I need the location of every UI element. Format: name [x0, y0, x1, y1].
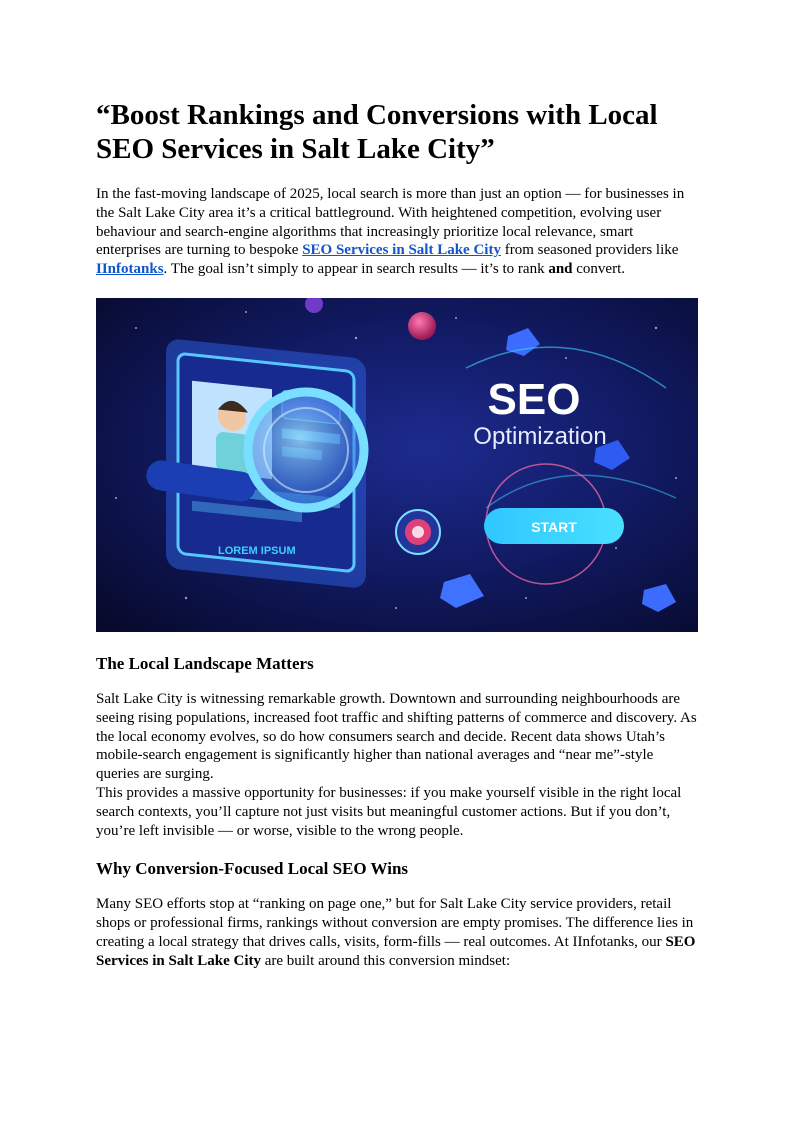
- conversion-seo-paragraph: Many SEO efforts stop at “ranking on page one,” but for Salt Lake City service providers, retail shops or professional firms, rankings without conversion are empty promises. The difference lies in creating a local strategy that drives calls, visits, form-fills — real outcomes. At IInfotanks, our SEO Services in Salt Lake City are built around this conversion mindset:: [96, 896, 696, 969]
- local-landscape-paragraph-1: Salt Lake City is witnessing remarkable growth. Downtown and surrounding neighbourhoods are seeing rising populations, increased foot traffic and shifting patterns of commerce and discovery. As the local economy evolves, so do how consumers search and decide. Recent data shows Utah’s mobile-search engagement is significantly higher than national averages and “near me”-style queries are surging.: [96, 690, 697, 783]
- section-heading-conversion-seo: Why Conversion-Focused Local SEO Wins: [96, 859, 409, 879]
- iinfotanks-link[interactable]: IInfotanks: [96, 261, 164, 278]
- seo-hero-image: [96, 298, 698, 632]
- hero-seo-title: SEO: [487, 374, 581, 424]
- section-heading-local-landscape: The Local Landscape Matters: [96, 653, 314, 673]
- local-landscape-paragraph-2: This provides a massive opportunity for businesses: if you make yourself visible in the right local search contexts, you’ll capture not just visits but meaningful customer actions. But if you don’t, you’re left invisible — or worse, visible to the wrong people.: [96, 784, 682, 839]
- article-title: “Boost Rankings and Conversions with Local SEO Services in Salt Lake City”: [96, 99, 658, 165]
- lorem-ipsum-label: LOREM IPSUM: [218, 544, 296, 557]
- intro-paragraph: In the fast-moving landscape of 2025, local search is more than just an option — for businesses in the Salt Lake City area it’s a critical battleground. With heightened competition, evolving user behaviour and search-engine algorithms that increasingly prioritize local relevance, smart enterprises are turning to bespoke SEO Services in Salt Lake City from seasoned providers like IInfotanks. The goal isn’t simply to appear in search results — it’s to rank and convert.: [96, 186, 685, 278]
- document-page: [96, 98, 698, 971]
- hero-optimization-subtitle: Optimization: [473, 422, 607, 450]
- seo-services-link[interactable]: SEO Services in Salt Lake City: [302, 242, 501, 259]
- hero-start-label: START: [531, 518, 577, 535]
